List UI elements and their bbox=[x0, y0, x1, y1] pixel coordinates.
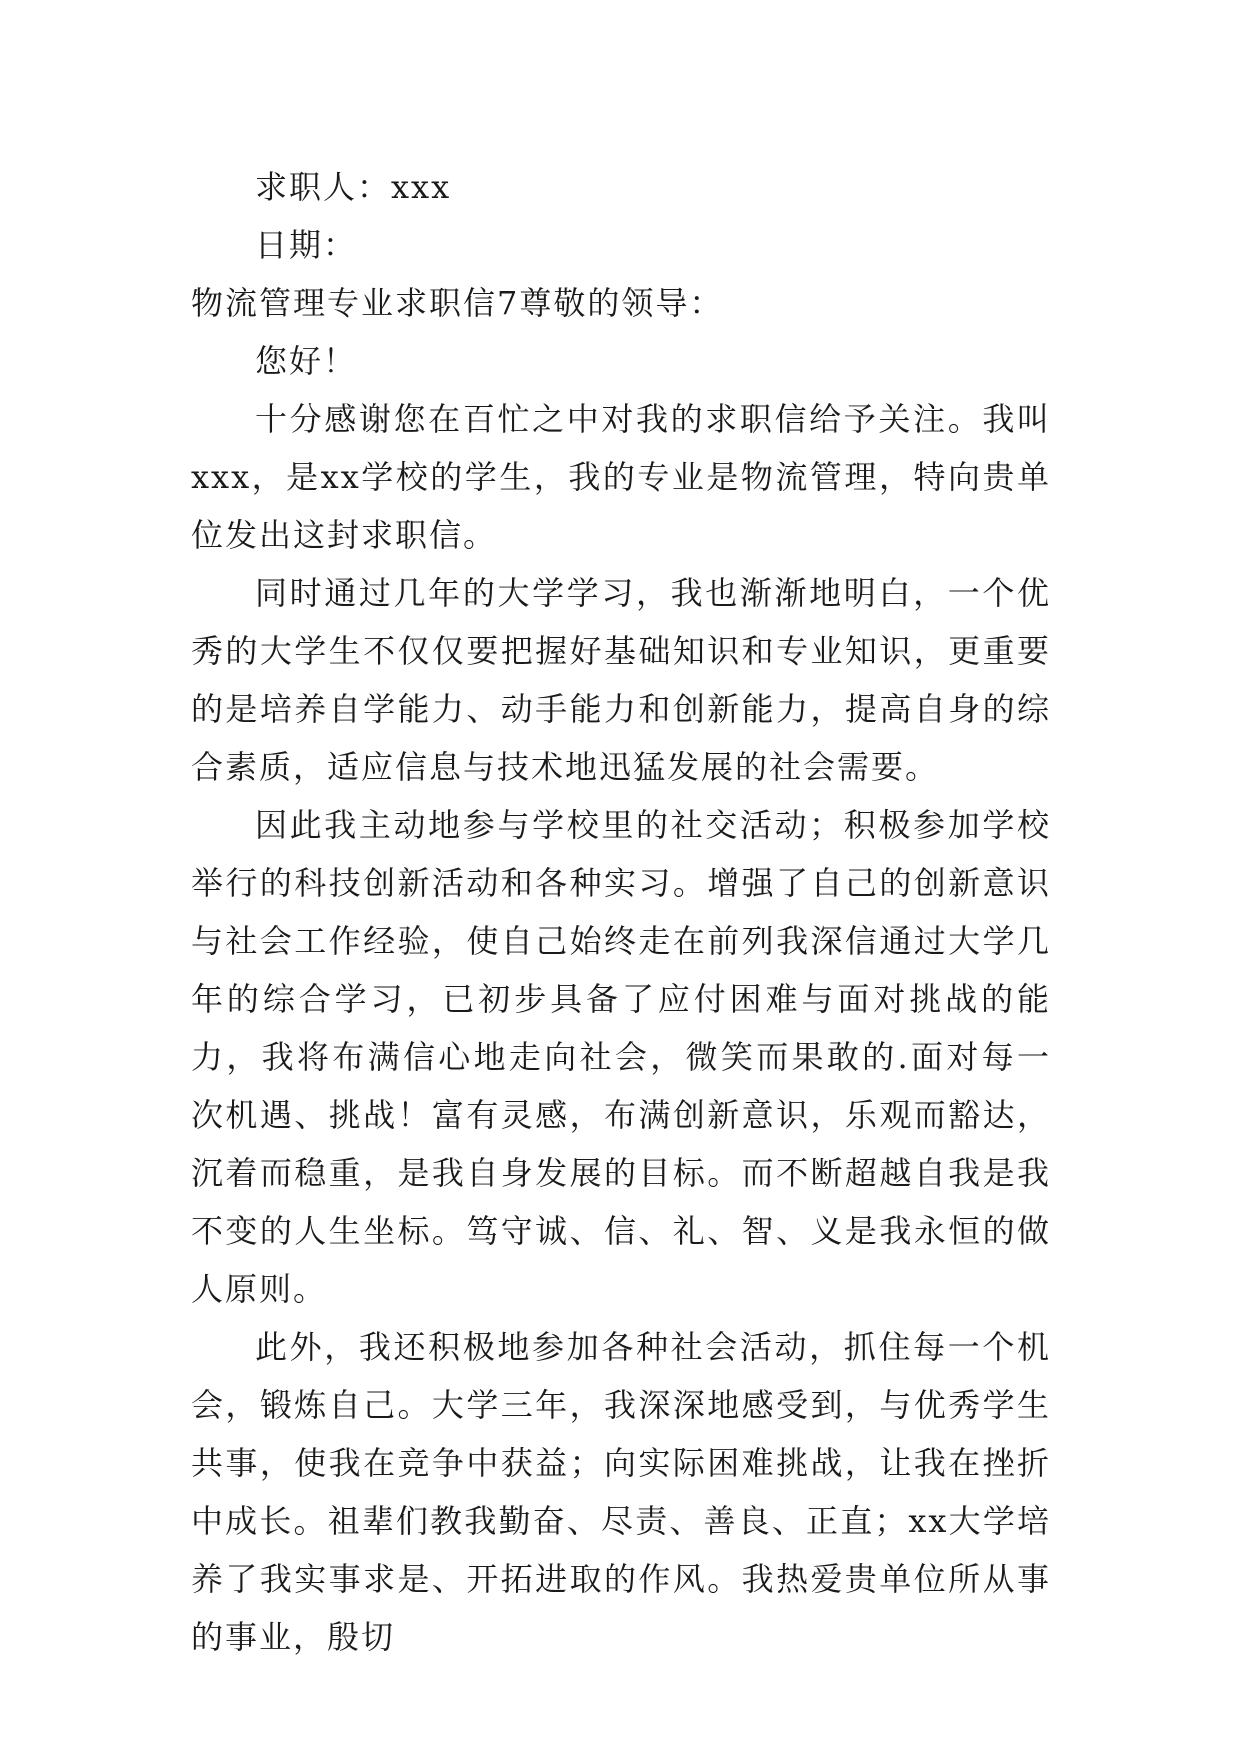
date-line: 日期： bbox=[255, 226, 358, 264]
letter-body bbox=[191, 158, 1051, 1666]
paragraph: 同时通过几年的大学学习，我也渐渐地明白，一个优秀的大学生不仅仅要把握好基础知识和专业知识，更重要的是培养自学能力、动手能力和创新能力，提高自身的综合素质，适应信息与技术地迅猛发展的社会需要。 bbox=[191, 574, 1051, 786]
paragraph: 十分感谢您在百忙之中对我的求职信给予关注。我叫xxx，是xx学校的学生，我的专业是物流管理，特向贵单位发出这封求职信。 bbox=[191, 400, 1051, 554]
paragraph: 因此我主动地参与学校里的社交活动；积极参加学校举行的科技创新活动和各种实习。增强了自己的创新意识与社会工作经验，使自己始终走在前列我深信通过大学几年的综合学习，已初步具备了应付困难与面对挑战的能力，我将布满信心地走向社会，微笑而果敢的.面对每一次机遇、挑战！富有灵感，布满创新意识，乐观而豁达，沉着而稳重，是我自身发展的目标。而不断超越自我是我不变的人生坐标。笃守诚、信、礼、智、义是我永恒的做人原则。 bbox=[191, 806, 1051, 1308]
greeting: 您好！ bbox=[255, 342, 358, 380]
applicant-line: 求职人：xxx bbox=[255, 168, 452, 206]
letter-heading: 物流管理专业求职信7尊敬的领导： bbox=[191, 284, 724, 322]
paragraph: 此外，我还积极地参加各种社会活动，抓住每一个机会，锻炼自己。大学三年，我深深地感受到，与优秀学生共事，使我在竞争中获益；向实际困难挑战，让我在挫折中成长。祖辈们教我勤奋、尽责、善良、正直；xx大学培养了我实事求是、开拓进取的作风。我热爱贵单位所从事的事业，殷切 bbox=[191, 1328, 1051, 1656]
